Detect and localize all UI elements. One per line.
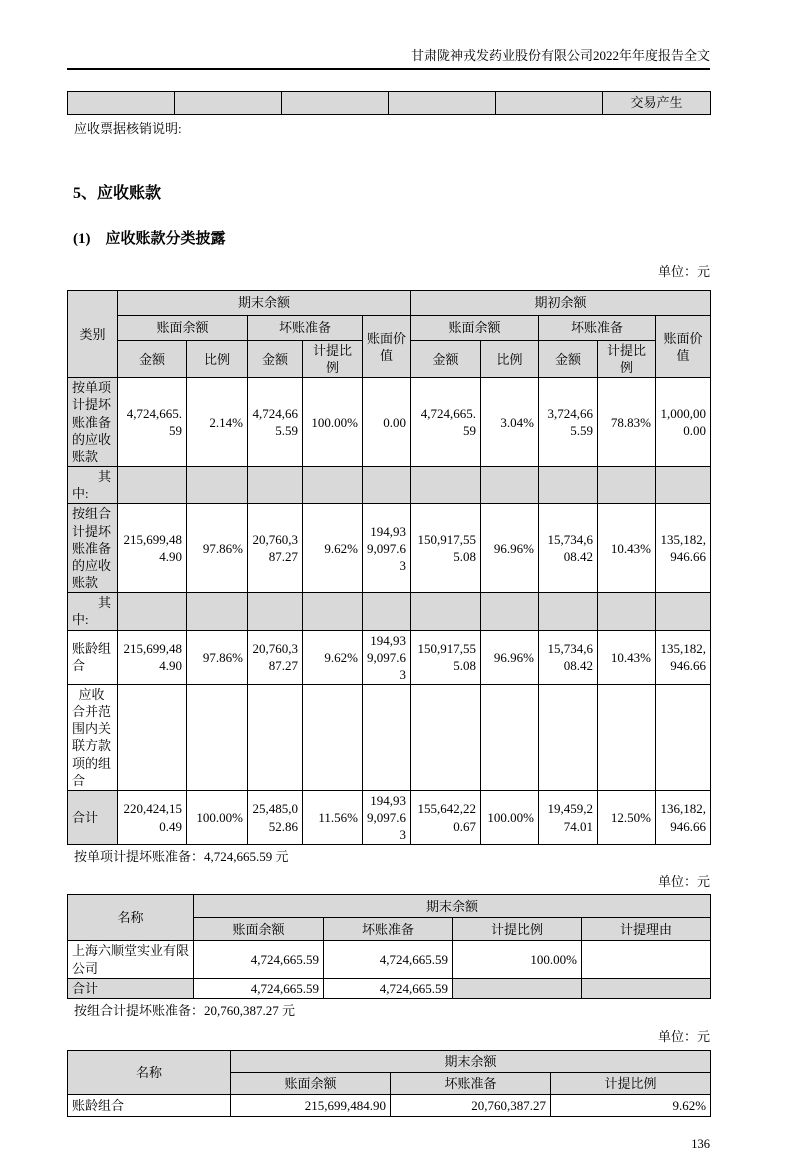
transaction-origin-cell: 交易产生: [603, 92, 711, 115]
section-heading: 5、应收账款: [73, 185, 162, 202]
data-cell: 100.00%: [481, 790, 539, 844]
row-label: 上海六顺堂实业有限公司: [68, 941, 194, 978]
data-cell: 78.83%: [598, 378, 656, 467]
empty-cell: [282, 92, 389, 115]
empty-cell: [656, 467, 711, 504]
empty-cell: [481, 684, 539, 790]
empty-cell: [118, 467, 187, 504]
table-row-total: [68, 790, 711, 844]
data-cell: 15,734,608.42: [539, 630, 598, 684]
data-cell: 194,939,097.63: [363, 630, 411, 684]
data-cell: 3,724,665.59: [539, 378, 598, 467]
header-cell-bad-debt: 坏账准备: [539, 316, 656, 341]
header-cell-book-balance: 账面余额: [231, 1072, 391, 1094]
empty-cell: [175, 92, 282, 115]
data-cell: 19,459,274.01: [539, 790, 598, 844]
header-cell-provision-ratio: 计提比例: [453, 918, 582, 941]
empty-cell: [598, 684, 656, 790]
data-cell: 10.43%: [598, 630, 656, 684]
data-cell: 194,939,097.63: [363, 790, 411, 844]
data-cell: 155,642,220.67: [411, 790, 481, 844]
header-cell-provision-ratio: 计提比例: [551, 1072, 711, 1094]
header-cell-book-balance: 账面余额: [118, 316, 248, 341]
data-cell: 220,424,150.49: [118, 790, 187, 844]
row-label: 账龄组合: [68, 1094, 231, 1116]
header-cell-ending-balance: 期末余额: [231, 1050, 711, 1072]
table-header-row: [68, 291, 711, 316]
empty-cell: [303, 467, 363, 504]
data-cell: 4,724,665.59: [194, 941, 324, 978]
header-cell-book-value: 账面价值: [363, 316, 411, 378]
empty-cell: [363, 684, 411, 790]
data-cell: 4,724,665.59: [194, 978, 324, 998]
table-header-row: [68, 895, 711, 918]
data-cell: 9.62%: [303, 504, 363, 593]
header-cell-book-value: 账面价值: [656, 316, 711, 378]
empty-cell: [303, 593, 363, 630]
portfolio-provision-table: [67, 1050, 711, 1117]
empty-cell: [363, 467, 411, 504]
header-cell-bad-debt: 坏账准备: [248, 316, 363, 341]
data-cell: 20,760,387.27: [391, 1094, 551, 1116]
data-cell: 20,760,387.27: [248, 504, 303, 593]
empty-cell: [411, 593, 481, 630]
section-subheading: (1) 应收账款分类披露: [73, 231, 226, 247]
empty-cell: [539, 593, 598, 630]
data-cell: 150,917,555.08: [411, 630, 481, 684]
header-cell-ratio: 比例: [481, 341, 539, 378]
table-header-row: [68, 316, 711, 341]
empty-cell: [539, 467, 598, 504]
data-cell: 4,724,665.59: [248, 378, 303, 467]
row-label: 合计: [68, 790, 118, 844]
empty-cell: [248, 467, 303, 504]
row-label: 应收合并范围内关联方款项的组合: [68, 684, 118, 790]
data-cell: 12.50%: [598, 790, 656, 844]
table-row-total: [68, 978, 711, 998]
empty-cell: [118, 684, 187, 790]
header-cell-category: 类别: [68, 291, 118, 378]
portfolio-provision-note: 按组合计提坏账准备：20,760,387.27 元: [74, 1002, 296, 1018]
page-number: 136: [691, 1136, 710, 1151]
data-cell: 215,699,484.90: [231, 1094, 391, 1116]
table-row: [68, 92, 711, 115]
single-item-provision-note: 按单项计提坏账准备：4,724,665.59 元: [74, 849, 289, 865]
empty-cell: [411, 684, 481, 790]
empty-cell: [656, 593, 711, 630]
empty-cell: [411, 467, 481, 504]
ar-classification-table: [67, 290, 711, 845]
row-label: 按单项计提坏账准备的应收账款: [68, 378, 118, 467]
table-row-company: [68, 941, 711, 978]
header-cell-amount: 金额: [539, 341, 598, 378]
header-cell-amount: 金额: [118, 341, 187, 378]
empty-cell: [582, 978, 711, 998]
data-cell: 100.00%: [187, 790, 248, 844]
data-cell: 15,734,608.42: [539, 504, 598, 593]
header-cell-amount: 金额: [411, 341, 481, 378]
header-cell-amount: 金额: [248, 341, 303, 378]
data-cell: 215,699,484.90: [118, 630, 187, 684]
data-cell: 4,724,665.59: [324, 941, 453, 978]
data-cell: 135,182,946.66: [656, 504, 711, 593]
empty-cell: [481, 467, 539, 504]
header-cell-book-balance: 账面余额: [411, 316, 539, 341]
data-cell: 4,724,665.59: [118, 378, 187, 467]
empty-cell: [68, 92, 175, 115]
empty-cell: [453, 978, 582, 998]
data-cell: 194,939,097.63: [363, 504, 411, 593]
empty-cell: [481, 593, 539, 630]
header-cell-name: 名称: [68, 1050, 231, 1094]
empty-cell: [598, 593, 656, 630]
header-cell-provision-ratio: 计提比例: [598, 341, 656, 378]
empty-cell: [118, 593, 187, 630]
empty-cell: [598, 467, 656, 504]
empty-cell: [363, 593, 411, 630]
notes-receivable-partial-table: [67, 91, 711, 115]
data-cell: 3.04%: [481, 378, 539, 467]
empty-cell: [539, 684, 598, 790]
table-row-portfolio: [68, 504, 711, 593]
empty-cell: [303, 684, 363, 790]
data-cell: 25,485,052.86: [248, 790, 303, 844]
table-row-related-party-portfolio: [68, 684, 711, 790]
header-cell-provision-ratio: 计提比例: [303, 341, 363, 378]
data-cell: 2.14%: [187, 378, 248, 467]
header-cell-ratio: 比例: [187, 341, 248, 378]
data-cell: 100.00%: [303, 378, 363, 467]
table-header-row: [68, 1050, 711, 1072]
data-cell: 0.00: [363, 378, 411, 467]
data-cell: 97.86%: [187, 504, 248, 593]
row-label: 其中:: [68, 593, 118, 630]
empty-cell: [248, 593, 303, 630]
table-row-among-which: [68, 467, 711, 504]
empty-cell: [187, 593, 248, 630]
bill-writeoff-note: 应收票据核销说明:: [74, 121, 182, 136]
header-divider: [67, 68, 710, 70]
data-cell: 96.96%: [481, 504, 539, 593]
header-cell-ending-balance: 期末余额: [194, 895, 711, 918]
row-label: 合计: [68, 978, 194, 998]
data-cell: 215,699,484.90: [118, 504, 187, 593]
document-header: [67, 48, 710, 64]
header-cell-bad-debt: 坏账准备: [391, 1072, 551, 1094]
data-cell: 100.00%: [453, 941, 582, 978]
header-cell-book-balance: 账面余额: [194, 918, 324, 941]
data-cell: 20,760,387.27: [248, 630, 303, 684]
data-cell: 10.43%: [598, 504, 656, 593]
table-row-aging-portfolio: [68, 1094, 711, 1116]
empty-cell: [389, 92, 496, 115]
table-row-single-item: [68, 378, 711, 467]
header-cell-beginning-balance: 期初余额: [411, 291, 711, 316]
data-cell: 136,182,946.66: [656, 790, 711, 844]
unit-label: 单位：元: [657, 1028, 710, 1044]
header-cell-bad-debt: 坏账准备: [324, 918, 453, 941]
single-item-provision-table: [67, 894, 711, 998]
data-cell: 4,724,665.59: [411, 378, 481, 467]
empty-cell: [582, 941, 711, 978]
empty-cell: [656, 684, 711, 790]
row-label: 账龄组合: [68, 630, 118, 684]
unit-label: 单位：元: [657, 264, 710, 279]
empty-cell: [496, 92, 603, 115]
header-cell-name: 名称: [68, 895, 194, 941]
data-cell: 11.56%: [303, 790, 363, 844]
table-row-among-which: [68, 593, 711, 630]
empty-cell: [248, 684, 303, 790]
header-title: 甘肃陇神戎发药业股份有限公司2022年年度报告全文: [410, 48, 710, 63]
data-cell: 150,917,555.08: [411, 504, 481, 593]
header-cell-provision-reason: 计提理由: [582, 918, 711, 941]
data-cell: 97.86%: [187, 630, 248, 684]
row-label: 按组合计提坏账准备的应收账款: [68, 504, 118, 593]
data-cell: 9.62%: [303, 630, 363, 684]
empty-cell: [187, 684, 248, 790]
data-cell: 9.62%: [551, 1094, 711, 1116]
data-cell: 135,182,946.66: [656, 630, 711, 684]
row-label: 其中:: [68, 467, 118, 504]
data-cell: 1,000,000.00: [656, 378, 711, 467]
header-cell-ending-balance: 期末余额: [118, 291, 411, 316]
empty-cell: [187, 467, 248, 504]
data-cell: 96.96%: [481, 630, 539, 684]
table-row-aging-portfolio: [68, 630, 711, 684]
data-cell: 4,724,665.59: [324, 978, 453, 998]
unit-label: 单位：元: [657, 874, 710, 890]
